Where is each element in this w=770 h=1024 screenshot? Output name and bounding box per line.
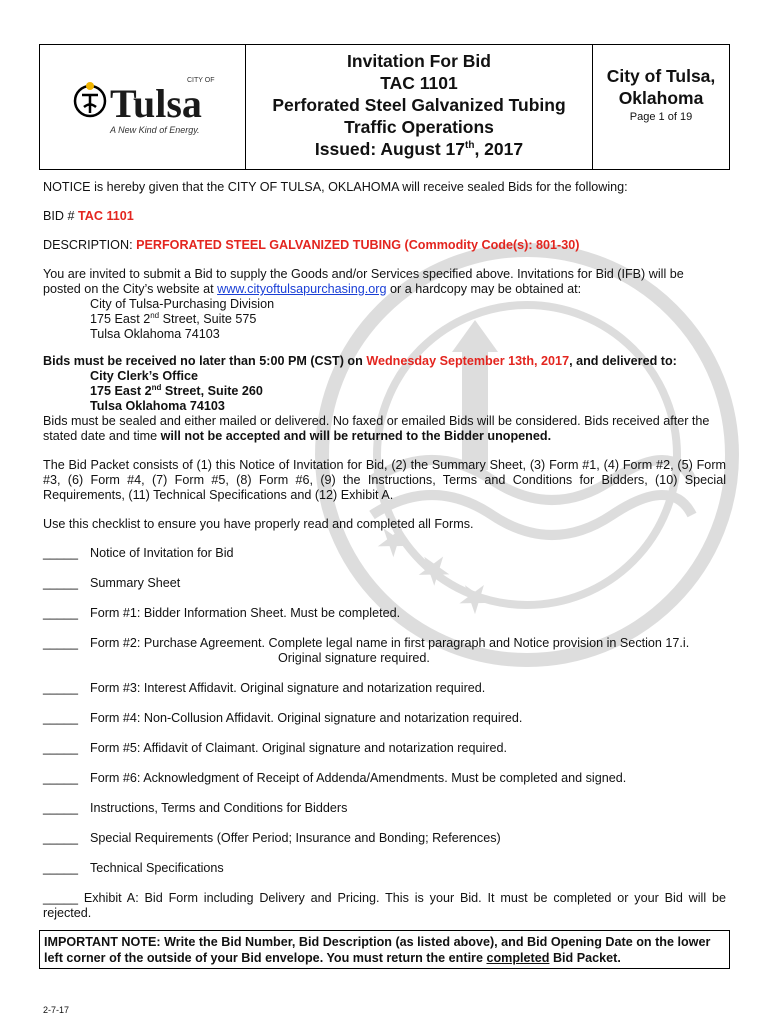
title-cell (246, 45, 593, 169)
tulsa-logo-emblem-icon (75, 82, 105, 116)
checklist-item: _____ Form #4: Non-Collusion Affidavit. Original signature and notarization required. (43, 711, 523, 725)
title-line: Invitation For Bid (347, 51, 491, 71)
important-note-box: IMPORTANT NOTE: Write the Bid Number, Bid Description (as listed above), and Bid Opening Date on the lower left corner of the outside of your Bid envelope. You must return the entire completed Bid Packet. (39, 930, 730, 969)
clerk-address-line: 175 East 2nd Street, Suite 260 (90, 382, 263, 398)
checklist-intro: Use this checklist to ensure you have properly read and completed all Forms. (43, 517, 474, 531)
purchasing-website-link[interactable]: www.cityoftulsapurchasing.org (217, 282, 387, 296)
checklist-item: _____ Notice of Invitation for Bid (43, 546, 234, 560)
logo-wordmark: Tulsa (110, 81, 202, 126)
title-line: TAC 1101 (380, 73, 458, 93)
logo-city-of: CITY OF (187, 77, 215, 84)
bid-number: BID # TAC 1101 (43, 209, 134, 223)
purchasing-address-line: 175 East 2nd Street, Suite 575 (90, 310, 257, 326)
purchasing-address-line: Tulsa Oklahoma 74103 (90, 327, 220, 341)
checklist-item: _____ Summary Sheet (43, 576, 181, 590)
checklist-item: _____ Form #2: Purchase Agreement. Complete legal name in first paragraph and Notice provision in Section 17.i. Original signature required. (43, 636, 690, 665)
checklist-item: _____ Technical Specifications (43, 861, 224, 875)
checklist-item: _____ Form #6: Acknowledgment of Receipt of Addenda/Amendments. Must be completed and signed. (43, 771, 627, 785)
checklist (43, 546, 726, 921)
state-name: Oklahoma (618, 88, 704, 108)
page-number: Page 1 of 19 (629, 111, 693, 123)
document-body (43, 180, 726, 921)
checklist-exhibit-item: _____ Exhibit A: Bid Form including Delivery and Pricing. This is your Bid. It must be completed or your Bid will be rejected. (43, 891, 726, 920)
svg-text:★ ★ ★: ★ ★ ★ (365, 511, 503, 628)
title-line: Traffic Operations (344, 117, 494, 137)
bid-packet-contents: The Bid Packet consists of (1) this Notice of Invitation for Bid, (2) the Summary Sheet, (3) Form #1, (4) Form #2, (5) Form #3, (6) Form #4, (7) Form #5, (8) Form #6, (9) the Instructions, Terms and Conditions for Bidders, (10) Special Requirements, (11) Technical Specifications and (12) Exhibit A. (43, 458, 726, 502)
deadline-date: Wednesday September 13th, 2017 (366, 354, 570, 368)
checklist-item: _____ Form #3: Interest Affidavit. Original signature and notarization required. (43, 681, 486, 695)
city-cell (593, 45, 729, 169)
deadline-paragraph: Bids must be received no later than 5:00 PM (CST) on Wednesday September 13th, 2017, and delivered to: City Clerk’s Office 175 East 2nd Street, Suite 260 Tulsa Oklahoma 74103 Bids must be sealed and either mailed or delivered. No faxed or emailed Bids will be considered. Bids received after the stated date and time will not be accepted and will be returned to the Bidder unopened. (43, 354, 726, 444)
checklist-item: _____ Special Requirements (Offer Period; Insurance and Bonding; References) (43, 831, 501, 845)
title-line: Perforated Steel Galvanized Tubing (272, 95, 566, 115)
checklist-item: _____ Form #5: Affidavit of Claimant. Original signature and notarization required. (43, 741, 507, 755)
checklist-item: _____ Instructions, Terms and Conditions for Bidders (43, 801, 348, 815)
bid-description: DESCRIPTION: PERFORATED STEEL GALVANIZED TUBING (Commodity Code(s): 801-30) (43, 238, 580, 252)
header-box (39, 44, 730, 170)
logo-tagline: A New Kind of Energy. (110, 125, 200, 135)
invitation-paragraph: You are invited to submit a Bid to supply the Goods and/or Services specified above. Invitations for Bid (IFB) will be posted on the City’s website at www.cityoftulsapurchasing.org or a hardcopy may be obtained at: City of Tulsa-Purchasing Division 175 East 2nd Street, Suite 575 Tulsa Oklahoma 74103 (43, 267, 726, 342)
city-name: City of Tulsa, (606, 66, 716, 86)
logo-cell (40, 45, 246, 169)
clerk-address-line: City Clerk’s Office (90, 369, 199, 383)
revision-date: 2-7-17 (43, 1005, 70, 1015)
notice-text: NOTICE is hereby given that the CITY OF TULSA, OKLAHOMA will receive sealed Bids for the following: (43, 180, 628, 194)
tulsa-logo (72, 69, 220, 149)
issued-date: Issued: August 17th, 2017 (314, 139, 524, 159)
purchasing-address-line: City of Tulsa-Purchasing Division (90, 297, 275, 311)
checklist-item: _____ Form #1: Bidder Information Sheet. Must be completed. (43, 606, 401, 620)
clerk-address-line: Tulsa Oklahoma 74103 (90, 399, 225, 413)
